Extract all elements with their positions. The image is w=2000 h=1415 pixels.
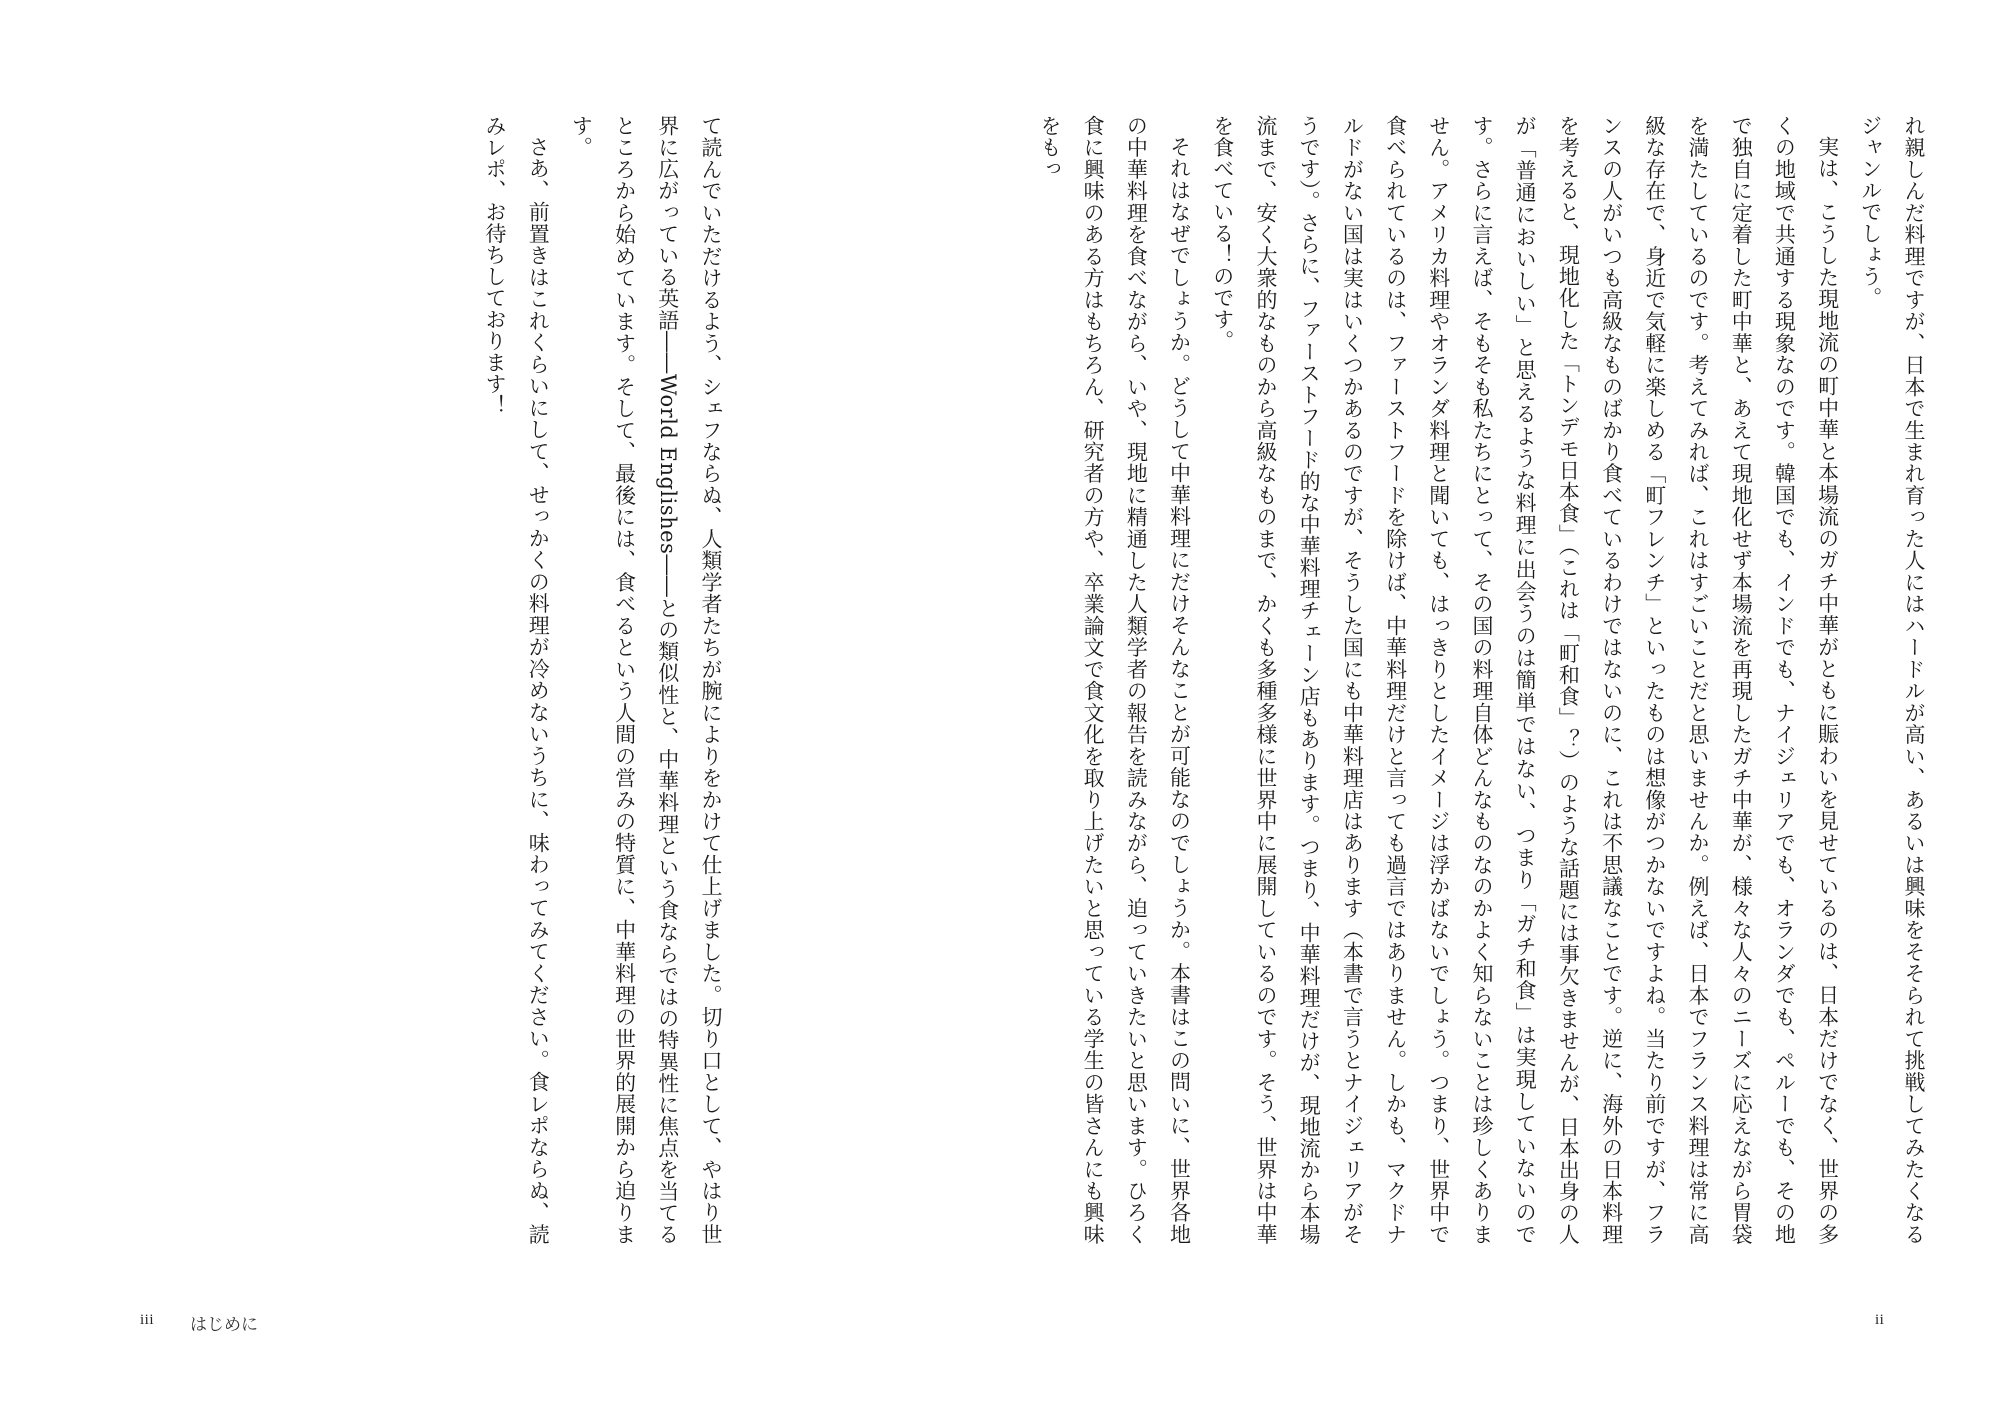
running-head: はじめに — [190, 1315, 258, 1335]
paragraph: れ親しんだ料理ですが、日本で生まれ育った人にはハードルが高い、あるいは興味をそそられて挑戦してみたくなるジャンルでしょう。 — [1858, 115, 1926, 1245]
paragraph: さあ、前置きはこれくらいにして、せっかくの料理が冷めないうちに、味わってみてください。食レポならぬ、読みレポ、お待ちしております！ — [482, 115, 551, 1245]
paragraph: て読んでいただけるよう、シェフならぬ、人類学者たちが腕によりをかけて仕上げました。切り口として、やはり世界に広がっている英語――World Englishes――との類似性と、中華料理という食ならではの特異性に焦点を当てるところから始めています。そして、最後には、食べるという人間の営みの特質に、中華料理の世界的展開から迫ります。 — [569, 115, 723, 1246]
right-page — [1000, 0, 2000, 1415]
paragraph: 実は、こうした現地流の町中華と本場流のガチ中華がともに賑わいを見せているのは、日本だけでなく、世界の多くの地域で共通する現象なのです。韓国でも、インドでも、ナイジェリアでも、オランダでも、ペルーでも、その地で独自に定着した町中華と、あえて現地化せず本場流を再現したガチ中華が、様々な人々のニーズに応えながら胃袋を満たしているのです。考えてみれば、これはすごいことだと思いませんか。例えば、日本でフランス料理は常に高級な存在で、身近で気軽に楽しめる「町フレンチ」といったものは想像がつかないですよね。当たり前ですが、フランスの人がいつも高級なものばかり食べているわけではないのに、これは不思議なことです。逆に、海外の日本料理を考えると、現地化した「トンデモ日本食」（これは「町和食」？）のような話題には事欠きませんが、日本出身の人が「普通においしい」と思えるような料理に出会うのは簡単ではない、つまり「ガチ和食」は実現していないのです。さらに言えば、そもそも私たちにとって、その国の料理自体どんなものなのかよく知らないことは珍しくありません。アメリカ料理やオランダ料理と聞いても、はっきりとしたイメージは浮かばないでしょう。つまり、世界中で食べられているのは、ファーストフードを除けば、中華料理だけと言っても過言ではありません。しかも、マクドナルドがない国は実はいくつかあるのですが、そうした国にも中華料理店はあります（本書で言うとナイジェリアがそうです）。さらに、ファーストフード的な中華料理チェーン店もあります。つまり、中華料理だけが、現地流から本場流まで、安く大衆的なものから高級なものまで、かくも多種多様に世界中に展開しているのです。そう、世界は中華を食べている！のです。 — [1210, 115, 1840, 1246]
right-page-body — [1037, 115, 1935, 1246]
paragraph: それはなぜでしょうか。どうして中華料理にだけそんなことが可能なのでしょうか。本書はこの問いに、世界各地の中華料理を食べながら、いや、現地に精通した人類学者の報告を読みながら、迫っていきたいと思います。ひろく食に興味のある方はもちろん、研究者の方や、卒業論文で食文化を取り上げたいと思っている学生の皆さんにも興味をもっ — [1037, 115, 1192, 1245]
page-number: ii — [1875, 1312, 1885, 1328]
page-number: iii — [140, 1312, 155, 1328]
left-page-body — [472, 115, 732, 1245]
